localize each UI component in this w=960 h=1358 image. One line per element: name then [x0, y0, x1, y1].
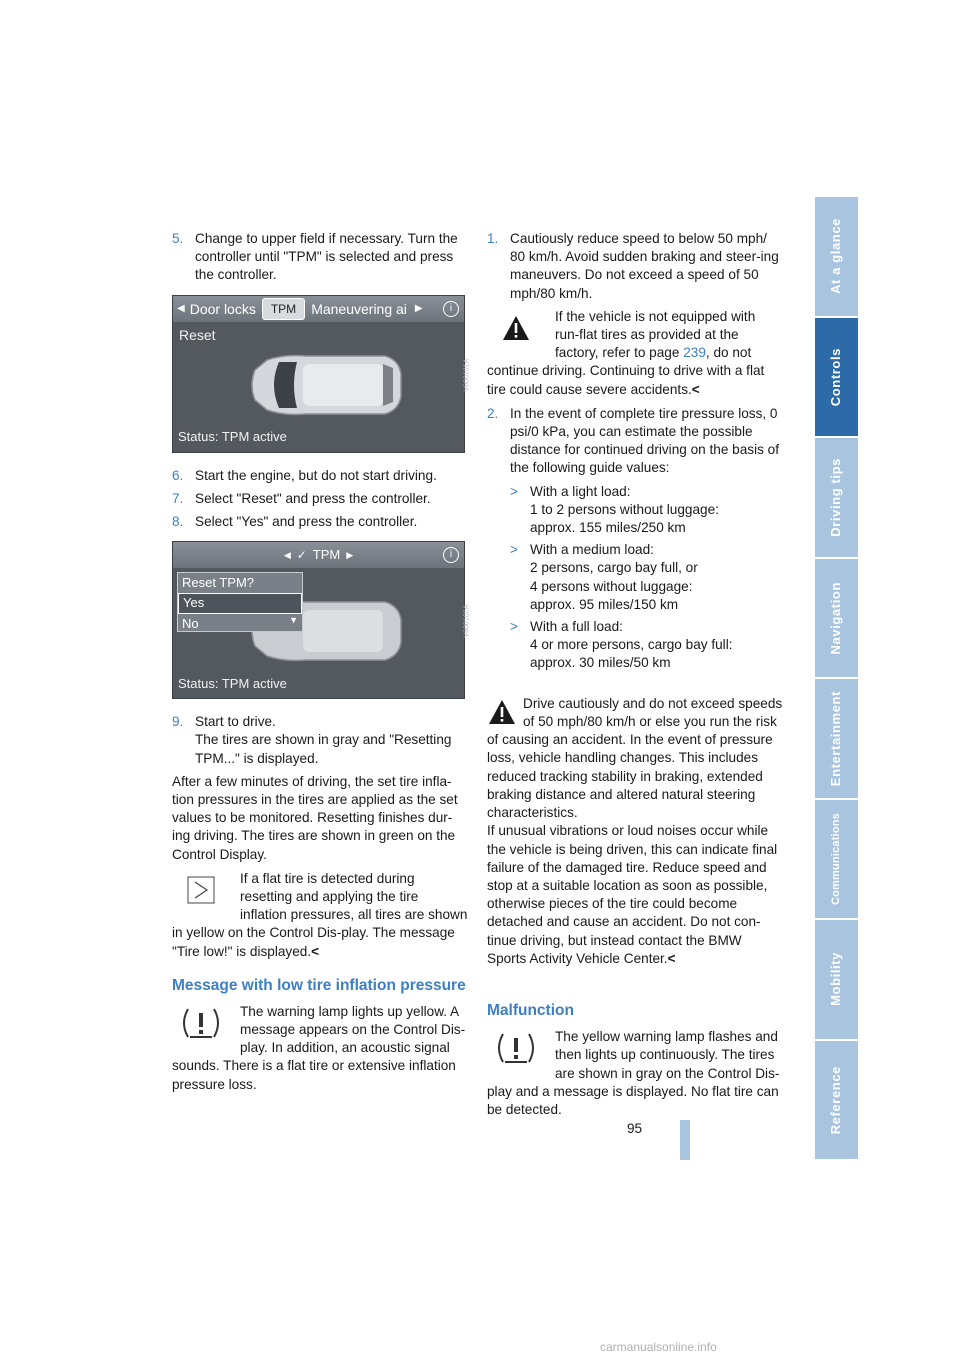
bullet-text: With a medium load: 2 persons, cargo bay full, or 4 persons without luggage: approx. 95 miles/150 km	[530, 542, 698, 612]
tpm-screen-reset	[172, 295, 471, 453]
section-heading-malfunction: Malfunction	[487, 1002, 574, 1020]
side-tab-reference[interactable]	[815, 1041, 858, 1162]
screen-tab-maneuvering: Maneuvering ai	[311, 300, 407, 317]
side-tab-label: Controls	[828, 347, 844, 406]
screen-tab-bar	[173, 296, 464, 322]
note-flat-tire-reset	[172, 870, 468, 961]
side-tab-label: Driving tips	[828, 457, 844, 537]
section-heading-low-pressure: Message with low tire inflation pressure	[172, 976, 466, 994]
screen-tab-tpm-selected: TPM	[262, 298, 305, 320]
car-top-view-icon	[245, 352, 403, 418]
step-2	[487, 405, 783, 478]
side-tab-label: Navigation	[828, 581, 844, 654]
bullet-mark: >	[510, 542, 518, 558]
side-tab-label: At a glance	[828, 218, 844, 295]
step-9	[172, 713, 468, 768]
step-text: Select "Yes" and press the controller.	[195, 514, 418, 530]
step-number: 2.	[487, 405, 499, 421]
confirm-dialog	[177, 572, 303, 632]
side-tab-label: Communications	[830, 812, 843, 905]
side-tab-entertainment[interactable]	[815, 679, 858, 800]
image-code: V600102A	[463, 604, 471, 638]
warning-triangle-icon	[487, 310, 545, 346]
step-number: 8.	[172, 514, 184, 530]
low-pressure-text: The warning lamp lights up yellow. A message appears on the Control Dis-play. In addition, an acoustic signal sounds. There is a flat tire or extensive inflation pressure loss.	[172, 1003, 466, 1092]
warning-lamp-icon	[487, 1030, 545, 1066]
bullet-mark: >	[510, 619, 518, 635]
warning-drive-cautiously	[487, 677, 783, 986]
bullet-mark: >	[510, 483, 518, 499]
dialog-option-no[interactable]: No	[182, 615, 199, 631]
end-mark: <	[691, 381, 700, 397]
bullet-text: With a light load: 1 to 2 persons without luggage: approx. 155 miles/250 km	[530, 483, 719, 536]
end-mark: <	[667, 950, 676, 966]
dialog-question: Reset TPM?	[182, 575, 255, 591]
warning-text: Drive cautiously and do not exceed speeds of 50 mph/80 km/h or else you run the risk of causing an accident. In the event of pressure loss, vehicle handling changes. This includes reduced tracking stability in braking, extended braking distance and altered natural steering characteristics. If unusual vibrations or loud noises occur while the vehicle is being driven, this can indicate final failure of the damaged tire. Reduce speed and stop at a suitable location as soon as possible, otherwise pieces of the tire could become detached and cause an accident. Do not con-tinue driving, but instead contact the BMW Sports Activity Vehicle Center.	[487, 695, 783, 966]
step-number: 5.	[172, 231, 184, 246]
arrow-right-icon: ▶	[346, 550, 354, 561]
image-code: V600101A	[463, 358, 471, 392]
side-tab-label: Mobility	[828, 952, 844, 1007]
step-text: Select "Reset" and press the controller.	[195, 490, 431, 506]
footer-watermark: carmanualsonline.info	[600, 1340, 717, 1354]
left-column	[172, 230, 471, 1100]
step-number: 6.	[172, 467, 184, 483]
side-tab-driving-tips[interactable]	[815, 438, 858, 559]
warning-triangle-icon	[487, 697, 517, 727]
list-item	[510, 618, 783, 673]
step-5	[172, 230, 468, 285]
low-pressure-paragraph	[172, 1003, 468, 1094]
dialog-option-yes[interactable]: Yes	[178, 593, 302, 613]
side-tab-label: Entertainment	[828, 690, 844, 786]
note-text: If a flat tire is detected during resetting and applying the tire inflation pressures, all tires are shown in yellow on the Control Dis-play. The message "Tire low!" is displayed.	[172, 870, 468, 959]
tire-icon: ✓	[296, 548, 307, 563]
end-mark: <	[311, 943, 320, 959]
step-1	[487, 230, 783, 303]
step-number: 7.	[172, 490, 184, 506]
options-icon: i	[443, 301, 459, 317]
warning-text-cont: , do not continue driving. Continuing to drive with a flat tire could cause severe accidents.	[487, 345, 765, 397]
step-text: In the event of complete tire pressure loss, 0 psi/0 kPa, you can estimate the possible distance for continued driving on the basis of the following guide values:	[510, 405, 780, 476]
resetting-paragraph: After a few minutes of driving, the set tire infla-tion pressures in the tires are applied as the set values to be monitored. Resetting finishes dur-ing driving. The tires are shown in green on the Control Display.	[172, 773, 458, 862]
note-icon	[172, 872, 230, 908]
list-item	[510, 483, 783, 538]
screen-tab-door-locks: Door locks	[189, 300, 256, 317]
warning-runflat	[487, 308, 783, 399]
screen-status: Status: TPM active	[178, 429, 287, 445]
tpm-screen-confirm	[172, 541, 471, 699]
bullet-text: With a full load: 4 or more persons, cargo bay full: approx. 30 miles/50 km	[530, 619, 733, 671]
list-item	[510, 541, 783, 614]
page-number: 95	[627, 1121, 643, 1136]
page-reference-link[interactable]: 239	[683, 345, 706, 361]
step-number: 9.	[172, 714, 184, 730]
side-tab-mobility[interactable]	[815, 920, 858, 1041]
screen-title-bar	[173, 542, 464, 568]
arrow-right-icon: ▶	[414, 302, 423, 314]
scroll-down-icon: ▼	[289, 615, 298, 626]
side-tab-navigation[interactable]	[815, 559, 858, 680]
side-tab-controls[interactable]	[815, 318, 858, 439]
side-tab-communications[interactable]	[815, 800, 858, 921]
step-6	[172, 467, 468, 485]
warning-text: If the vehicle is not equipped with run-flat tires as provided at the factory, refer to page	[555, 308, 756, 361]
screen-menu-reset: Reset	[179, 326, 216, 343]
arrow-left-icon: ◀	[283, 550, 291, 561]
malfunction-text: The yellow warning lamp flashes and then lights up continuously. The tires are shown in gray on the Control Dis-play and a message is displayed. No flat tire can be detected.	[487, 1029, 780, 1117]
options-icon: i	[443, 547, 459, 563]
step-8	[172, 513, 468, 531]
warning-lamp-icon	[172, 1005, 230, 1041]
step-text: Change to upper field if necessary. Turn the controller until "TPM" is selected and press the controller.	[195, 231, 458, 283]
step-7	[172, 490, 468, 508]
step-text: Cautiously reduce speed to below 50 mph/ 80 km/h. Avoid sudden braking and steer-ing maneuvers. Do not exceed a speed of 50 mph/80 km/h.	[510, 231, 779, 301]
step-text: Start to drive. The tires are shown in gray and "Resetting TPM..." is displayed.	[195, 714, 452, 766]
side-tab-at-a-glance[interactable]	[815, 197, 858, 318]
arrow-left-icon: ◀	[177, 302, 185, 314]
right-column	[487, 230, 783, 1125]
page-number-bar	[680, 1120, 690, 1160]
malfunction-paragraph	[487, 1028, 783, 1119]
step-text: Start the engine, but do not start driving.	[195, 467, 437, 483]
side-tabs	[815, 197, 858, 1161]
step-number: 1.	[487, 231, 499, 246]
screen-status: Status: TPM active	[178, 676, 287, 692]
screen-title: TPM	[312, 547, 341, 563]
side-tab-label: Reference	[828, 1065, 844, 1134]
